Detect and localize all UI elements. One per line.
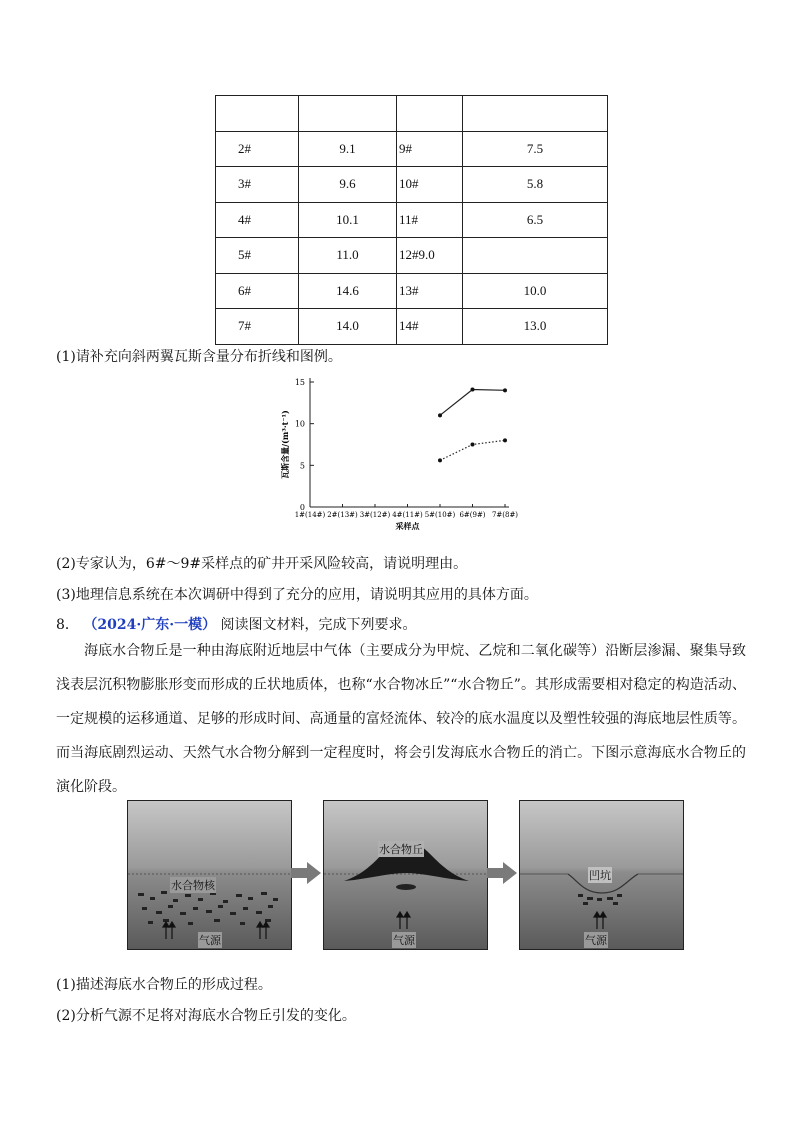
question-7-2: (2)专家认为，6#～9#采样点的矿井开采风险较高，请说明理由。 (56, 556, 468, 572)
question-number: 8． (56, 617, 79, 633)
question-source: （2024·广东·一模） (83, 617, 217, 633)
table-cell: 2# (216, 131, 299, 167)
question-8-header (56, 614, 417, 634)
question-prompt: 阅读图文材料，完成下列要求。 (220, 617, 417, 633)
stage-arrow-2 (487, 862, 517, 888)
table-cell: 11# (397, 202, 463, 238)
table-cell: 9.1 (299, 131, 397, 167)
gas-arrows (594, 912, 606, 929)
stage-1-drawing (128, 801, 291, 949)
table-cell: 14.0 (299, 309, 397, 345)
table-cell: 12#9.0 (397, 238, 463, 274)
stage-arrow-1 (291, 862, 321, 888)
y-tick-label: 15 (294, 378, 305, 387)
table-row (216, 167, 608, 203)
question-8-1: (1)描述海底水合物丘的形成过程。 (56, 977, 272, 993)
data-point (503, 438, 507, 442)
y-axis-title: 瓦斯含量/(m³·t⁻¹) (280, 410, 290, 479)
x-tick-label: 7#(8#) (491, 511, 519, 519)
pit-label: 凹坑 (589, 869, 611, 882)
x-axis-title: 采样点 (395, 521, 420, 531)
hydrate-core-particles (138, 891, 278, 925)
table-cell (299, 96, 397, 132)
series-line-1 (440, 390, 505, 416)
table-row (216, 96, 608, 132)
table-cell: 7# (216, 309, 299, 345)
hydrate-mound-label: 水合物丘 (379, 843, 423, 856)
table-cell: 5.8 (463, 167, 608, 203)
table-cell: 10.1 (299, 202, 397, 238)
y-tick-label: 10 (294, 419, 305, 429)
table-cell: 14.6 (299, 273, 397, 309)
data-point (438, 458, 442, 462)
table-row (216, 273, 608, 309)
stage-2-drawing (324, 801, 487, 949)
x-tick-label: 3#(12#) (359, 511, 391, 519)
gas-source-label-2: 气源 (393, 934, 415, 947)
table-cell (463, 96, 608, 132)
x-tick-label: 6#(9#) (459, 511, 486, 519)
stage-3-panel (519, 800, 684, 950)
gas-source-label-1: 气源 (199, 934, 221, 947)
data-point (471, 388, 475, 392)
x-tick-label: 5#(10#) (424, 511, 456, 519)
table-cell: 6.5 (463, 202, 608, 238)
table-cell (397, 96, 463, 132)
table-row (216, 238, 608, 274)
question-7-1: (1)请补充向斜两翼瓦斯含量分布折线和图例。 (56, 349, 342, 365)
hydrate-core-label: 水合物核 (171, 879, 215, 892)
table-cell: 7.5 (463, 131, 608, 167)
table-cell: 13# (397, 273, 463, 309)
table-cell: 5# (216, 238, 299, 274)
data-point (471, 443, 475, 447)
chart-svg (260, 370, 560, 540)
stage-2-panel (323, 800, 488, 950)
table-cell (216, 96, 299, 132)
x-tick-label: 1#(14#) (294, 511, 326, 519)
data-point (503, 388, 507, 392)
table-cell: 9.6 (299, 167, 397, 203)
x-tick-label: 2#(13#) (327, 511, 358, 519)
question-8-2: (2)分析气源不足将对海底水合物丘引发的变化。 (56, 1008, 356, 1024)
y-tick-label: 0 (299, 503, 305, 512)
gas-source-label-3: 气源 (585, 934, 607, 947)
table-cell: 10.0 (463, 273, 608, 309)
gas-content-table (215, 95, 608, 345)
table-cell: 10# (397, 167, 463, 203)
x-tick-label: 4#(11#) (392, 511, 423, 519)
stage-1-panel (127, 800, 292, 950)
gas-content-chart (260, 370, 560, 540)
material-paragraph: 海底水合物丘是一种由海底附近地层中气体（主要成分为甲烷、乙烷和二氧化碳等）沿断层渗漏、聚集导致浅表层沉积物膨胀形变而形成的丘状地质体，也称“水合物冰丘”“水合物丘”。其形成需要相对稳定的构造活动、一定规模的运移通道、足够的形成时间、高通量的富烃流体、较冷的底水温度以及塑性较强的海底地层性质等。而当海底剧烈运动、天然气水合物分解到一定程度时，将会引发海底水合物丘的消亡。下图示意海底水合物丘的演化阶段。 (56, 643, 746, 795)
table-cell: 11.0 (299, 238, 397, 274)
question-7-3: (3)地理信息系统在本次调研中得到了充分的应用，请说明其应用的具体方面。 (56, 587, 538, 603)
table-row (216, 202, 608, 238)
table-cell (463, 238, 608, 274)
gas-arrows (397, 912, 410, 929)
table-cell: 13.0 (463, 309, 608, 345)
table-cell: 4# (216, 202, 299, 238)
table-cell: 9# (397, 131, 463, 167)
data-point (438, 413, 442, 417)
table-cell: 14# (397, 309, 463, 345)
y-tick-label: 5 (299, 461, 305, 471)
table-row (216, 309, 608, 345)
table-cell: 6# (216, 273, 299, 309)
residual-particles (578, 894, 622, 905)
table-cell: 3# (216, 167, 299, 203)
table-row (216, 131, 608, 167)
